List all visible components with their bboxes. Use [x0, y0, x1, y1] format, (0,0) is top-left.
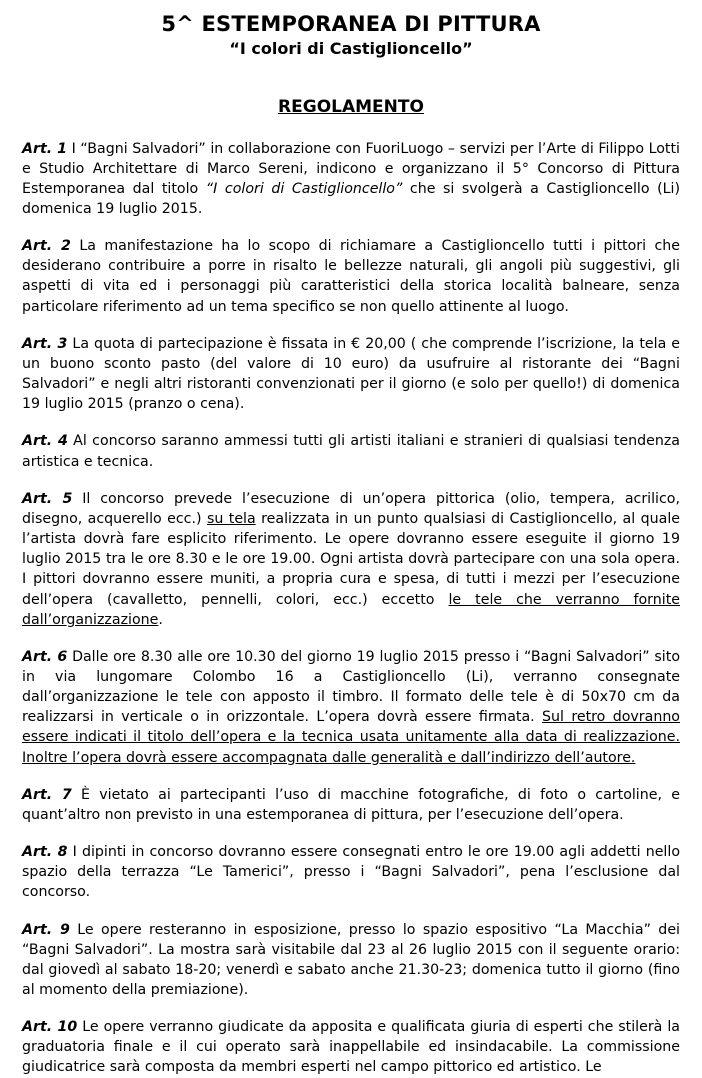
- article-label: Art. 8: [22, 844, 68, 861]
- article-text-run: Le opere resteranno in esposizione, presso lo spazio espositivo “La Macchia” dei “Bagni Salvadori”. La mostra sarà visitabile dal 23 al 26 luglio 2015 con il seguente orario: dal giovedì al sabato 18-20; venerdì e sabato anche 21.30-23; domenica tutto il giorno (fino al momento della premiazione).: [22, 921, 680, 998]
- article-paragraph: [22, 785, 680, 825]
- article-text-run: I “Bagni Salvadori” in collaborazione con FuoriLuogo – servizi per l’Arte di Filippo Lotti e Studio Architettare di Marco Sereni, indicono e organizzano il 5° Concorso di Pittura Estemporanea dal titolo: [22, 140, 680, 197]
- article-text-run: che si svolgerà a Castiglioncello (Li) domenica 19 luglio 2015.: [22, 180, 680, 217]
- article-label: Art. 2: [22, 238, 71, 255]
- article-text-run: I dipinti in concorso dovranno essere consegnati entro le ore 19.00 agli addetti nello spazio della terrazza “Le Tamerici”, presso i “Bagni Salvadori”, pena l’esclusione dal concorso.: [22, 844, 680, 901]
- article-text-run: La quota di partecipazione è fissata in € 20,00 ( che comprende l’iscrizione, la tela e un buono sconto pasto (del valore di 10 euro) da usufruire al ristorante dei “Bagni Salvadori” e negli altri ristoranti convenzionati per il giorno (e solo per quello!) di domenica 19 luglio 2015 (pranzo o cena).: [22, 335, 680, 413]
- article-paragraph: [22, 1017, 680, 1077]
- page-title: 5^ ESTEMPORANEA DI PITTURA: [161, 12, 541, 36]
- article-label: Art. 10: [22, 1019, 78, 1036]
- article-label: Art. 3: [22, 335, 68, 352]
- article-text-run: È vietato ai partecipanti l’uso di macchine fotografiche, di foto o cartoline, e quant’altro non previsto in una estemporanea di pittura, per l’esecuzione dell’opera.: [22, 786, 680, 823]
- article-text-run: le tele che verranno fornite dall’organizzazione: [22, 591, 680, 628]
- article-label: Art. 7: [22, 786, 72, 803]
- article-paragraph: [22, 139, 680, 220]
- article-text-run: Dalle ore 8.30 alle ore 10.30 del giorno 19 luglio 2015 presso i “Bagni Salvadori” sito in via lungomare Colombo 16 a Castiglioncello (Li), verranno consegnate dall’organizzazione le tele con apposto il timbro. Il formato delle tele è di 50x70 cm da realizzarsi in verticale o in orizzontale. L’opera dovrà essere firmata.: [22, 648, 680, 726]
- article-label: Art. 5: [22, 490, 73, 507]
- article-paragraph: [22, 489, 680, 630]
- article-label: Art. 6: [22, 648, 68, 665]
- article-label: Art. 1: [22, 140, 68, 157]
- article-text-run: .: [158, 611, 163, 628]
- article-paragraph: [22, 842, 680, 902]
- article-text-run: Le opere verranno giudicate da apposita e qualificata giuria di esperti che stilerà la graduatoria finale e il cui operato sarà inappellabile ed insindacabile. La commissione giudicatrice sarà composta da membri esperti nel campo pittorico ed artistico. Le: [22, 1019, 680, 1076]
- article-text-run: La manifestazione ha lo scopo di richiamare a Castiglioncello tutti i pittori che desiderano contribuire a porre in risalto le bellezze naturali, gli angoli più suggestivi, gli aspetti di vita ed i personaggi più caratteristici della storica località balneare, senza particolare riferimento ad un tema specifico se non quello attinente al luogo.: [22, 238, 680, 315]
- articles-list: [22, 139, 680, 1078]
- article-text-run: Sul retro dovranno essere indicati il titolo dell’opera e la tecnica usata unitamente alla data di realizzazione. Inoltre l’opera dovrà essere accompagnata dalle generalità e dall’indirizzo dell’autore.: [22, 709, 680, 766]
- page-subtitle: “I colori di Castiglioncello”: [229, 39, 473, 59]
- article-text-run: su tela: [206, 510, 256, 527]
- article-text-run: “I colori di Castiglioncello”: [205, 180, 403, 197]
- article-text-run: Il concorso prevede l’esecuzione di un’opera pittorica (olio, tempera, acrilico, disegno, acquerello ecc.): [22, 490, 680, 527]
- article-label: Art. 9: [22, 921, 70, 938]
- article-paragraph: [22, 334, 680, 415]
- article-text-run: Al concorso saranno ammessi tutti gli artisti italiani e stranieri di qualsiasi tendenza artistica e tecnica.: [22, 433, 680, 470]
- article-paragraph: [22, 920, 680, 1001]
- article-text-run: realizzata in un punto qualsiasi di Castiglioncello, al quale l’artista dovrà fare esplicito riferimento. Le opere dovranno essere eseguite il giorno 19 luglio 2015 tra le ore 8.30 e le ore 19.00. Ogni artista dovrà partecipare con una sola opera. I pittori dovranno essere muniti, a propria cura e spesa, di tutti i mezzi per l’esecuzione dell’opera (cavalletto, pennelli, colori, ecc.) eccetto: [22, 510, 680, 608]
- article-paragraph: [22, 431, 680, 471]
- section-heading-regolamento: REGOLAMENTO: [278, 96, 424, 117]
- article-label: Art. 4: [22, 433, 68, 450]
- article-paragraph: [22, 647, 680, 768]
- article-paragraph: [22, 236, 680, 317]
